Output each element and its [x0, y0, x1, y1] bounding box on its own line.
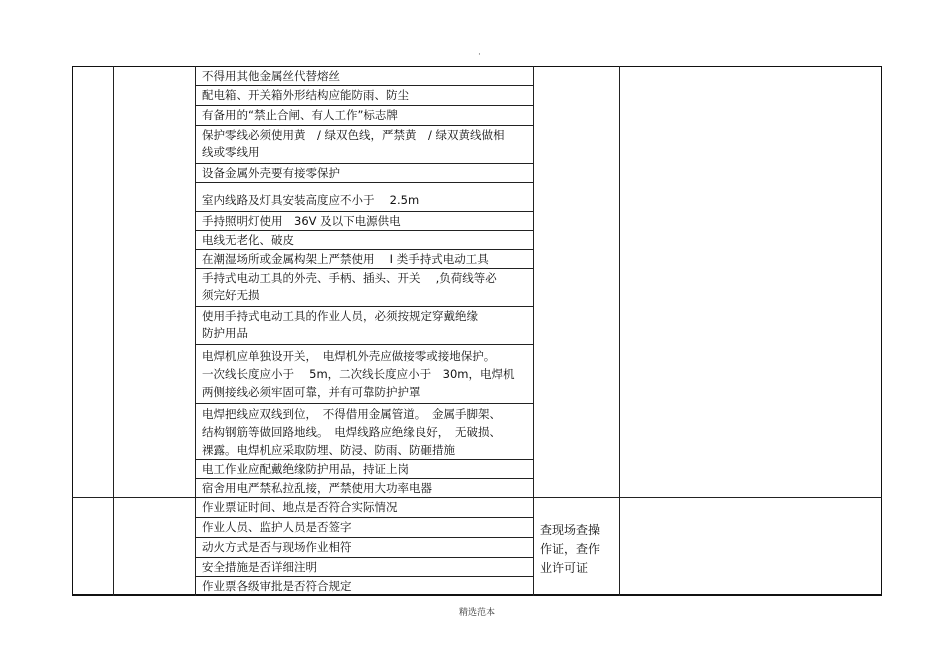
check-item: 电焊机应单独设开关， 电焊机外壳应做接零或接地保护。 一次线长度应小于 5m，二次线长度应小于 30m，电焊机 两侧接线必须牢固可靠，并有可靠防护护罩 — [202, 349, 515, 399]
permit-check-item: 安全措施是否详细注明 — [202, 560, 317, 574]
check-item: 设备金属外壳要有接零保护 — [202, 166, 340, 180]
inspection-table — [72, 66, 882, 595]
check-method: 查现场查操作证，查作业许可证 — [540, 523, 601, 575]
check-item: 手持式电动工具的外壳、手柄、插头、开关 ,负荷线等必 须完好无损 — [202, 271, 497, 302]
check-item: 不得用其他金属丝代替熔丝 — [202, 69, 340, 83]
header-mark: · — [478, 50, 481, 60]
check-item: 手持照明灯使用 36V 及以下电源供电 — [202, 214, 401, 228]
check-item: 在潮湿场所或金属构架上严禁使用 Ⅰ 类手持式电动工具 — [202, 252, 489, 266]
check-item: 电工作业应配戴绝缘防护用品，持证上岗 — [202, 462, 409, 476]
permit-check-item: 作业人员、监护人员是否签字 — [202, 520, 352, 534]
check-item: 宿舍用电严禁私拉乱接，严禁使用大功率电器 — [202, 481, 432, 495]
check-item: 保护零线必须使用黄 / 绿双色线，严禁黄 / 绿双黄线做相 线或零线用 — [202, 128, 505, 159]
check-item: 配电箱、开关箱外形结构应能防雨、防尘 — [202, 88, 409, 102]
permit-check-item: 动火方式是否与现场作业相符 — [202, 540, 352, 554]
check-item: 使用手持式电动工具的作业人员，必须按规定穿戴绝缘 防护用品 — [202, 309, 478, 340]
check-item: 电焊把线应双线到位， 不得借用金属管道。 金属手脚架、 结构钢筋等做回路地线。 电焊线路应绝缘良好， 无破损、 裸露。电焊机应采取防埋、防浸、防雨、防砸措施 — [202, 407, 501, 457]
permit-check-item: 作业票各级审批是否符合规定 — [202, 579, 352, 593]
check-item: 室内线路及灯具安装高度应不小于 2.5m — [202, 193, 420, 207]
permit-check-item: 作业票证时间、地点是否符合实际情况 — [202, 500, 398, 514]
check-item: 电线无老化、破皮 — [202, 233, 294, 247]
check-item: 有备用的“禁止合闸、有人工作”标志牌 — [202, 108, 398, 122]
page-footer: 精选范本 — [459, 608, 496, 618]
